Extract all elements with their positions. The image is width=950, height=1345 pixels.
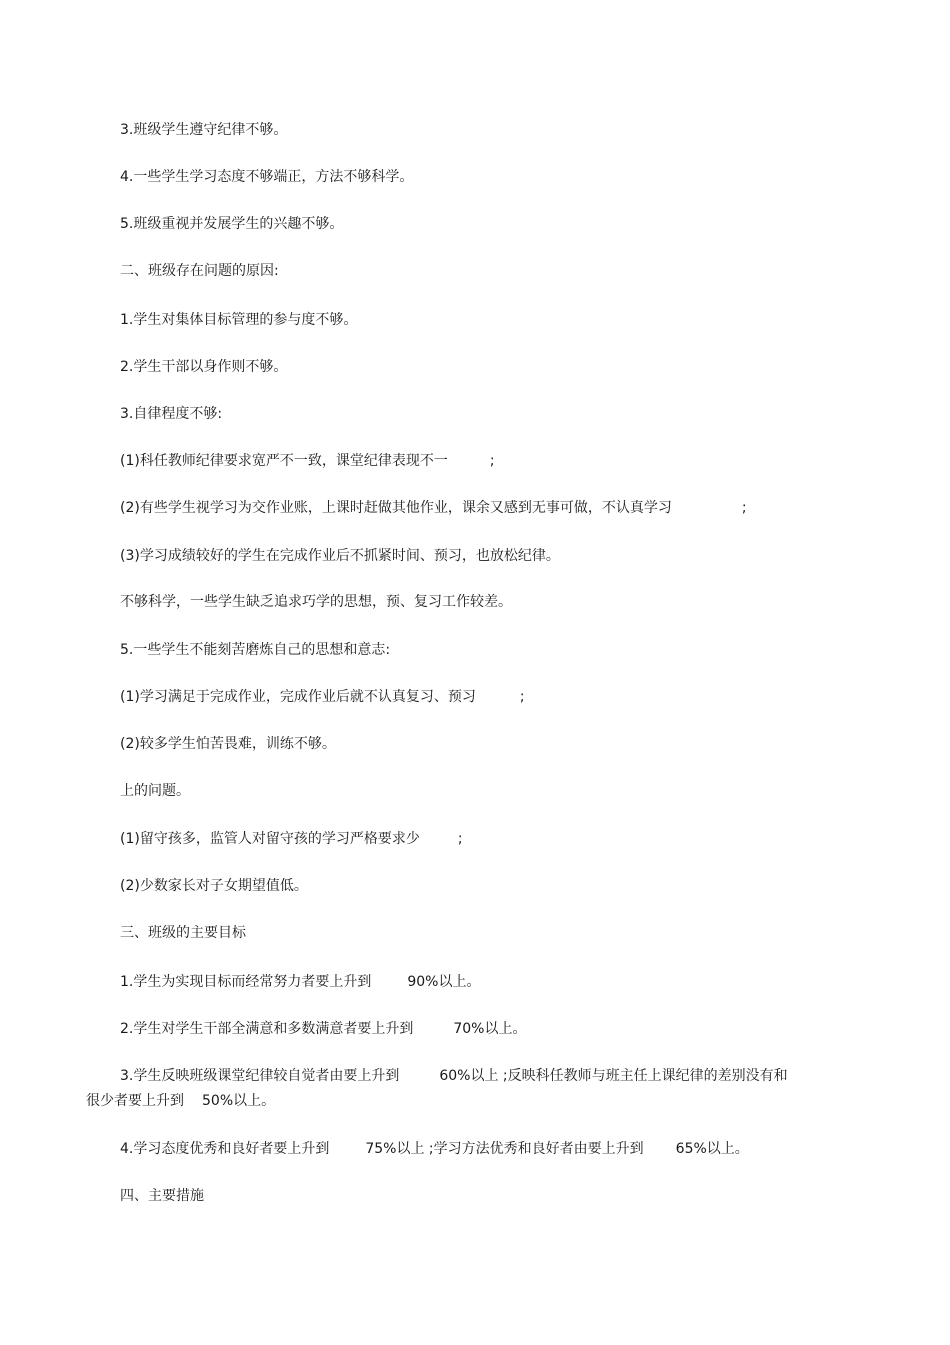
reason-3-sub-2-semicolon: ; [741, 500, 747, 516]
reason-6-sub-1-text: (1)留守孩多，监管人对留守孩的学习严格要求少 [120, 831, 420, 847]
paragraph-4: 4.一些学生学习态度不够端正，方法不够科学。 [120, 169, 414, 185]
reason-6-fragment: 上的问题。 [120, 783, 190, 799]
section-heading-3: 三、班级的主要目标 [120, 925, 246, 941]
goal-4-value: 75%以上 ;学习方法优秀和良好者由要上升到 [365, 1141, 644, 1157]
reason-5-sub-1-semicolon: ; [519, 689, 525, 705]
goal-2-value: 70%以上。 [453, 1021, 527, 1037]
reason-3-sub-2 [120, 498, 747, 518]
goal-4 [120, 1139, 749, 1159]
goal-4-text: 4.学习态度优秀和良好者要上升到 [120, 1141, 330, 1157]
reason-2: 2.学生干部以身作则不够。 [120, 359, 288, 375]
section-heading-2: 二、班级存在问题的原因: [120, 263, 279, 279]
goal-3-continuation: 很少者要上升到 [86, 1093, 184, 1109]
goal-1 [120, 972, 480, 992]
paragraph-3: 3.班级学生遵守纪律不够。 [120, 122, 288, 138]
goal-3-line-2 [86, 1091, 275, 1111]
reason-6-sub-2: (2)少数家长对子女期望值低。 [120, 878, 308, 894]
reason-3-sub-1-semicolon: ; [489, 453, 495, 469]
reason-6-sub-1-semicolon: ; [457, 831, 463, 847]
reason-1: 1.学生对集体目标管理的参与度不够。 [120, 312, 358, 328]
paragraph-5: 5.班级重视并发展学生的兴趣不够。 [120, 216, 344, 232]
section-heading-4: 四、主要措施 [120, 1188, 204, 1204]
goal-2-text: 2.学生对学生干部全满意和多数满意者要上升到 [120, 1021, 414, 1037]
goal-3-value: 60%以上 ;反映科任教师与班主任上课纪律的差别没有和 [439, 1068, 788, 1084]
reason-3: 3.自律程度不够: [120, 406, 223, 422]
reason-3-sub-1 [120, 451, 495, 471]
reason-3-sub-3: (3)学习成绩较好的学生在完成作业后不抓紧时间、预习，也放松纪律。 [120, 548, 560, 564]
goal-3-text: 3.学生反映班级课堂纪律较自觉者由要上升到 [120, 1068, 400, 1084]
reason-3-sub-1-text: (1)科任教师纪律要求宽严不一致，课堂纪律表现不一 [120, 453, 448, 469]
reason-4-fragment: 不够科学，一些学生缺乏追求巧学的思想，预、复习工作较差。 [120, 594, 512, 610]
goal-3-value-2: 50%以上。 [202, 1093, 276, 1109]
goal-3-line-1 [120, 1066, 788, 1086]
reason-6-sub-1 [120, 829, 463, 849]
reason-5: 5.一些学生不能刻苦磨炼自己的思想和意志: [120, 642, 391, 658]
goal-2 [120, 1019, 526, 1039]
goal-1-text: 1.学生为实现目标而经常努力者要上升到 [120, 974, 372, 990]
reason-5-sub-1-text: (1)学习满足于完成作业，完成作业后就不认真复习、预习 [120, 689, 476, 705]
reason-5-sub-1 [120, 687, 525, 707]
reason-5-sub-2: (2)较多学生怕苦畏难，训练不够。 [120, 736, 336, 752]
goal-4-value-2: 65%以上。 [675, 1141, 749, 1157]
goal-1-value: 90%以上。 [407, 974, 481, 990]
reason-3-sub-2-text: (2)有些学生视学习为交作业账，上课时赶做其他作业，课余又感到无事可做，不认真学习 [120, 500, 672, 516]
